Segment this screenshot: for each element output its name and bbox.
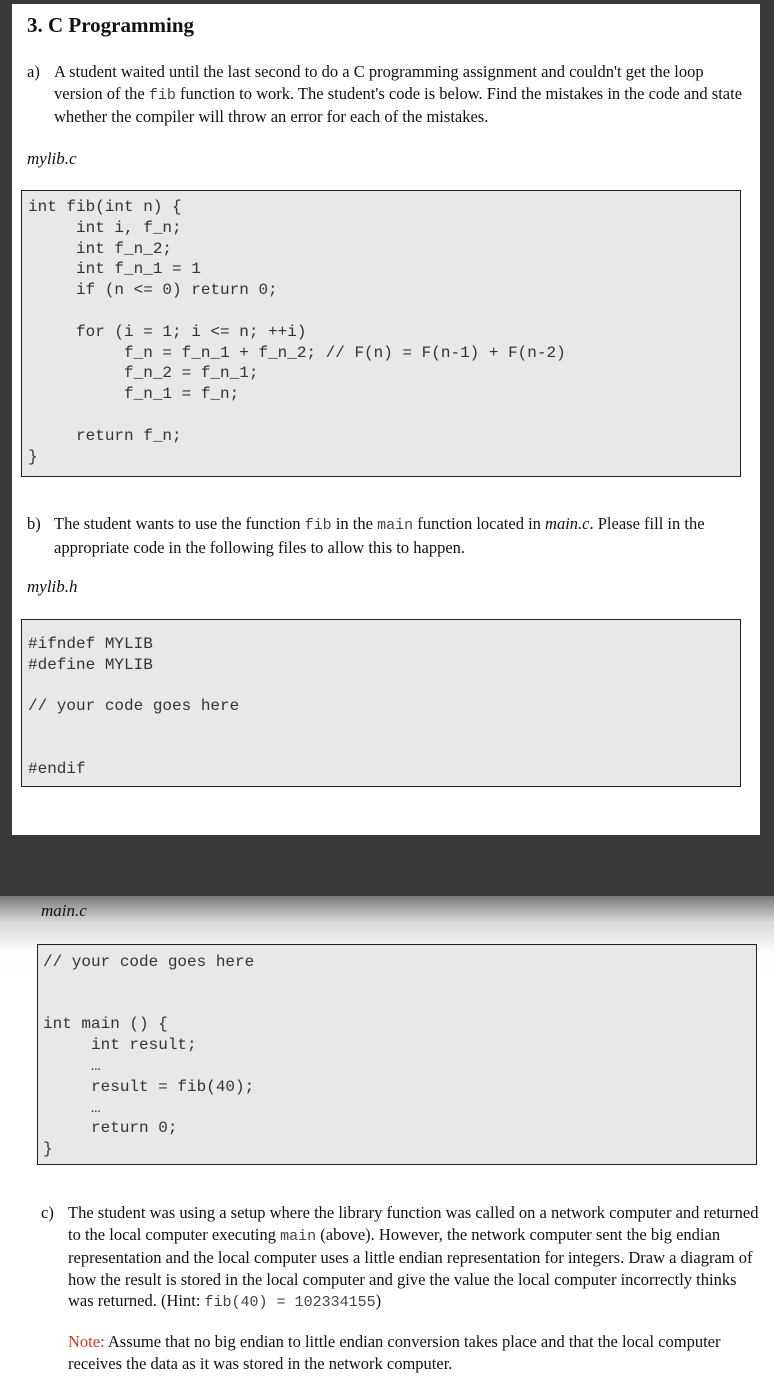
code-box-main-c: [37, 944, 757, 1165]
code-line: #endif: [28, 759, 86, 778]
question-a-text-2: function to work. The student's code is below. Find the mistakes in the code and state whether the compiler will throw an error for each of the mistakes.: [54, 83, 743, 126]
question-c-text-3: ): [375, 1291, 382, 1310]
question-c-note: [68, 1331, 763, 1377]
code-line: f_n_1 = f_n;: [28, 385, 240, 404]
code-line: int f_n_1 = 1: [28, 260, 201, 279]
section-title: 3. C Programming: [27, 13, 195, 37]
note-text: Assume that no big endian to little endian conversion takes place and that the local computer receives the data as it was stored in the network computer.: [68, 1332, 721, 1373]
code-line: [28, 405, 566, 426]
code-line: int main () {: [43, 1015, 168, 1034]
worksheet-page-2: [0, 896, 774, 1388]
question-b-text: [54, 513, 754, 558]
code-listing-mylib-c: [28, 197, 566, 467]
inline-file-main: main.c: [545, 514, 590, 533]
question-c-label: c): [41, 1203, 54, 1222]
code-line: #ifndef MYLIB: [28, 635, 153, 653]
code-line: if (n <= 0) return 0;: [28, 281, 278, 300]
code-listing-mylib-h: [28, 634, 239, 780]
question-a-text: [54, 61, 754, 128]
filename-mylib-c: mylib.c: [27, 149, 77, 168]
code-line: [28, 738, 239, 759]
filename-main-c: main.c: [41, 901, 87, 920]
question-b-text-3: function located in: [413, 514, 546, 533]
question-b-text-4: . Please fill in the appropriate code in the following files to allow this to happen.: [54, 514, 705, 557]
filename-mylib-h: mylib.h: [27, 577, 78, 596]
question-a-label: a): [27, 62, 40, 81]
code-line: int f_n_2;: [28, 239, 173, 258]
inline-code-fib: fib: [304, 517, 332, 534]
note-label: Note:: [68, 1332, 105, 1351]
code-listing-main-c: [43, 952, 254, 1160]
inline-code-main: main: [280, 1227, 317, 1245]
question-c: [41, 1202, 769, 1314]
question-a-text-1: A student waited until the last second to do a C programming assignment and couldn't get the loop version of the: [54, 62, 704, 103]
code-line: f_n = f_n_1 + f_n_2; // F(n) = F(n-1) + F(n-2): [28, 343, 566, 362]
code-line: return 0;: [43, 1119, 178, 1138]
code-line: [28, 301, 566, 322]
question-c-text-1: The student was using a setup where the library function was called on a network computer and returned to the local computer executing: [68, 1203, 759, 1244]
question-a: [27, 61, 755, 129]
code-line: #define MYLIB: [28, 655, 153, 674]
code-line: }: [43, 1140, 53, 1159]
inline-code-main: main: [377, 517, 414, 534]
code-line: }: [28, 447, 38, 466]
code-line: // your code goes here: [43, 953, 255, 971]
question-b: [27, 513, 755, 559]
question-c-text-2: (above). However, the network computer sent the big endian representation and the local computer uses a little endian representation for integers. Draw a diagram of how the result is stored in the local computer and give the value the local computer incorrectly thinks was returned. (Hint:: [68, 1224, 753, 1310]
code-line: // your code goes here: [28, 697, 240, 716]
code-line: for (i = 1; i <= n; ++i): [28, 322, 307, 341]
code-line: [43, 994, 254, 1015]
code-line: [43, 973, 254, 994]
question-b-text-1: The student wants to use the function: [54, 514, 305, 533]
code-line: …: [43, 1056, 101, 1075]
worksheet-page-1: [12, 4, 760, 835]
code-line: int result;: [43, 1036, 197, 1055]
code-line: f_n_2 = f_n_1;: [28, 364, 259, 383]
code-line: …: [43, 1098, 101, 1117]
question-b-text-2: in the: [331, 514, 378, 533]
code-line: int fib(int n) {: [28, 198, 182, 216]
code-box-mylib-h: [21, 619, 741, 787]
code-line: [28, 676, 239, 697]
question-b-label: b): [27, 514, 41, 533]
code-box-mylib-c: [21, 190, 741, 477]
code-line: [28, 717, 239, 738]
inline-code-hint: fib(40) = 102334155: [204, 1294, 376, 1311]
code-line: return f_n;: [28, 426, 182, 445]
inline-code-fib: fib: [148, 86, 176, 104]
code-line: result = fib(40);: [43, 1077, 255, 1096]
question-c-text: [68, 1202, 763, 1314]
code-line: int i, f_n;: [28, 218, 182, 237]
